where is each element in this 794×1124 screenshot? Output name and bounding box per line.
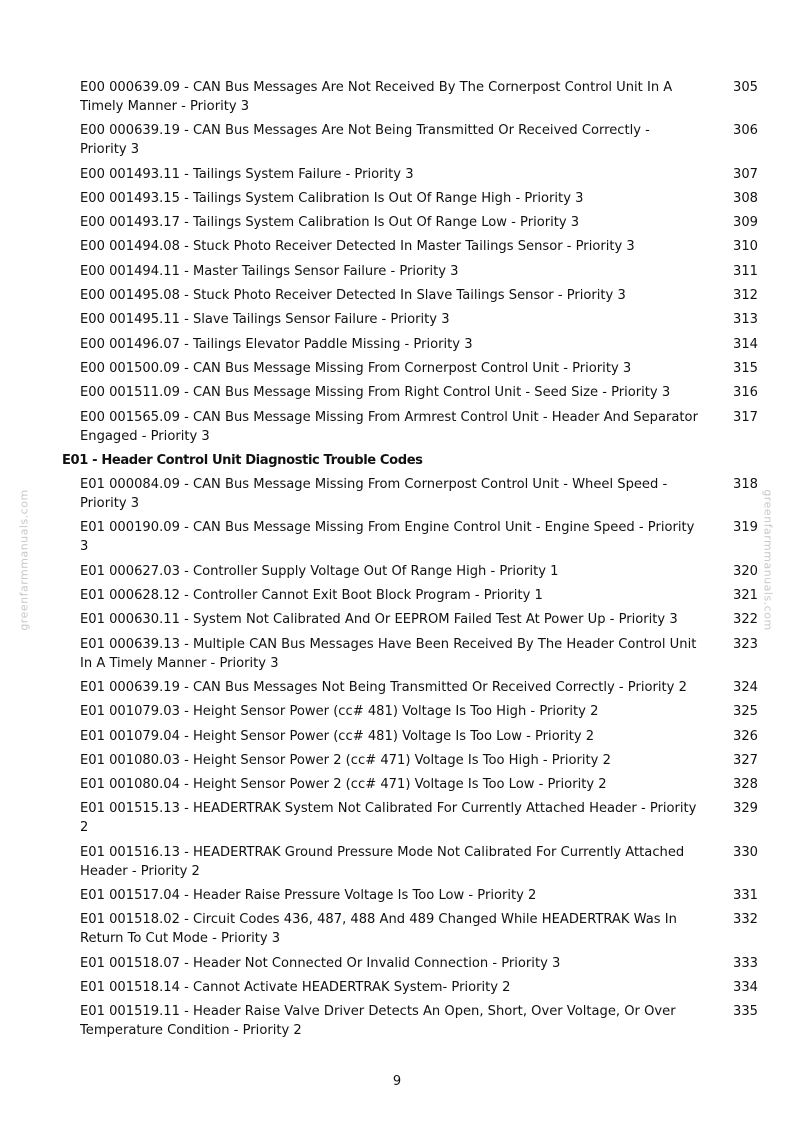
toc-entry-page: 323 [733, 636, 758, 652]
toc-entry-page: 322 [733, 612, 758, 628]
toc-entry-page: 314 [733, 336, 758, 352]
toc-entry[interactable] [62, 610, 762, 629]
toc-entry-page: 334 [733, 979, 758, 995]
toc-entry-title: E01 001518.02 - Circuit Codes 436, 487, 488 And 489 Changed While HEADERTRAK Was In Return To Cut Mode - Priority 3 [80, 912, 677, 947]
toc-section-e00 [62, 78, 762, 446]
toc-entry-title: E00 001493.17 - Tailings System Calibration Is Out Of Range Low - Priority 3 [80, 215, 580, 231]
toc-entry-title: E00 000639.19 - CAN Bus Messages Are Not Being Transmitted Or Received Correctly - Priority 3 [80, 123, 650, 158]
toc-entry-title: E01 001518.14 - Cannot Activate HEADERTRAK System- Priority 2 [80, 979, 511, 995]
toc-entry-page: 315 [733, 360, 758, 376]
toc-entry[interactable] [62, 359, 762, 378]
toc-entry-page: 333 [733, 955, 758, 971]
toc-entry-page: 316 [733, 385, 758, 401]
toc-entry[interactable] [62, 775, 762, 794]
toc-entry-page: 317 [733, 409, 758, 425]
toc-entry-title: E01 001516.13 - HEADERTRAK Ground Pressure Mode Not Calibrated For Currently Attached Header - Priority 2 [80, 844, 685, 879]
toc-entry-title: E01 001079.04 - Height Sensor Power (cc# 481) Voltage Is Too Low - Priority 2 [80, 728, 595, 744]
toc-entry-page: 331 [733, 888, 758, 904]
toc-entry-title: E00 001494.08 - Stuck Photo Receiver Detected In Master Tailings Sensor - Priority 3 [80, 239, 635, 255]
toc-entry-page: 312 [733, 288, 758, 304]
toc-entry-title: E00 001511.09 - CAN Bus Message Missing From Right Control Unit - Seed Size - Priority 3 [80, 385, 671, 401]
toc-entry-title: E00 001565.09 - CAN Bus Message Missing From Armrest Control Unit - Header And Separator Engaged - Priority 3 [80, 409, 698, 444]
page-number: 9 [392, 1074, 402, 1089]
toc-entry-title: E01 001518.07 - Header Not Connected Or Invalid Connection - Priority 3 [80, 955, 561, 971]
toc-entry-title: E01 000628.12 - Controller Cannot Exit Boot Block Program - Priority 1 [80, 588, 543, 604]
toc-entry[interactable] [62, 121, 762, 159]
toc-entry-page: 328 [733, 777, 758, 793]
toc-entry-page: 308 [733, 190, 758, 206]
toc-entry-page: 324 [733, 679, 758, 695]
toc-entry[interactable] [62, 586, 762, 605]
toc-entry-title: E01 001515.13 - HEADERTRAK System Not Calibrated For Currently Attached Header - Priority 2 [80, 801, 697, 836]
toc-entry[interactable] [62, 262, 762, 281]
toc-entry-title: E01 000084.09 - CAN Bus Message Missing From Cornerpost Control Unit - Wheel Speed - Priority 3 [80, 477, 668, 512]
toc-entry-title: E01 000639.19 - CAN Bus Messages Not Being Transmitted Or Received Correctly - Priority 2 [80, 679, 687, 695]
toc-entry-title: E00 001494.11 - Master Tailings Sensor Failure - Priority 3 [80, 263, 459, 279]
toc-entry-title: E01 000627.03 - Controller Supply Voltage Out Of Range High - Priority 1 [80, 563, 559, 579]
toc-entry[interactable] [62, 518, 762, 556]
toc-entry[interactable] [62, 189, 762, 208]
toc-entry[interactable] [62, 165, 762, 184]
toc-entry-page: 313 [733, 312, 758, 328]
toc-entry-title: E00 000639.09 - CAN Bus Messages Are Not Received By The Cornerpost Control Unit In A Timely Manner - Priority 3 [80, 80, 673, 114]
toc-entry-page: 305 [733, 80, 758, 95]
toc-section-e01 [62, 475, 762, 1040]
toc-entry-title: E01 000639.13 - Multiple CAN Bus Messages Have Been Received By The Header Control Unit In A Timely Manner - Priority 3 [80, 636, 697, 671]
toc-entry[interactable] [62, 843, 762, 881]
toc-entry-title: E00 001495.11 - Slave Tailings Sensor Failure - Priority 3 [80, 312, 450, 328]
toc-entry-title: E00 001493.11 - Tailings System Failure - Priority 3 [80, 166, 414, 182]
toc-entry-page: 332 [733, 912, 758, 928]
toc-entry[interactable] [62, 678, 762, 697]
toc-entry-page: 326 [733, 728, 758, 744]
toc-content [62, 78, 762, 1046]
toc-entry[interactable] [62, 237, 762, 256]
toc-entry[interactable] [62, 335, 762, 354]
toc-entry-title: E01 001519.11 - Header Raise Valve Driver Detects An Open, Short, Over Voltage, Or Over Temperature Condition - Priority 2 [80, 1004, 676, 1039]
toc-entry-title: E00 001493.15 - Tailings System Calibration Is Out Of Range High - Priority 3 [80, 190, 584, 206]
toc-entry[interactable] [62, 727, 762, 746]
toc-entry-page: 329 [733, 801, 758, 817]
toc-entry[interactable] [62, 562, 762, 581]
toc-entry-page: 330 [733, 844, 758, 860]
toc-entry-title: E01 001517.04 - Header Raise Pressure Voltage Is Too Low - Priority 2 [80, 888, 537, 904]
toc-entry-page: 310 [733, 239, 758, 255]
toc-entry-page: 307 [733, 166, 758, 182]
toc-entry-page: 306 [733, 123, 758, 139]
toc-entry-page: 335 [733, 1004, 758, 1020]
toc-entry-page: 327 [733, 752, 758, 768]
toc-entry[interactable] [62, 310, 762, 329]
toc-entry[interactable] [62, 475, 762, 513]
toc-entry-title: E01 001080.04 - Height Sensor Power 2 (cc# 471) Voltage Is Too Low - Priority 2 [80, 777, 607, 793]
toc-entry[interactable] [62, 286, 762, 305]
toc-entry-title: E01 001079.03 - Height Sensor Power (cc# 481) Voltage Is Too High - Priority 2 [80, 704, 599, 720]
toc-entry-title: E00 001496.07 - Tailings Elevator Paddle Missing - Priority 3 [80, 336, 473, 352]
toc-entry[interactable] [62, 954, 762, 973]
toc-entry-page: 309 [733, 215, 758, 231]
toc-entry[interactable] [62, 751, 762, 770]
toc-entry[interactable] [62, 1002, 762, 1040]
toc-entry[interactable] [62, 408, 762, 446]
toc-entry-title: E01 000630.11 - System Not Calibrated And Or EEPROM Failed Test At Power Up - Priority 3 [80, 612, 678, 628]
toc-entry[interactable] [62, 886, 762, 905]
toc-entry-page: 325 [733, 704, 758, 720]
toc-entry-title: E01 000190.09 - CAN Bus Message Missing From Engine Control Unit - Engine Speed - Priority 3 [80, 520, 695, 555]
toc-entry-page: 318 [733, 477, 758, 493]
toc-entry[interactable] [62, 799, 762, 837]
toc-entry-title: E00 001500.09 - CAN Bus Message Missing From Cornerpost Control Unit - Priority 3 [80, 360, 632, 376]
toc-entry-title: E01 001080.03 - Height Sensor Power 2 (cc# 471) Voltage Is Too High - Priority 2 [80, 752, 611, 768]
toc-entry[interactable] [62, 635, 762, 673]
toc-entry[interactable] [62, 978, 762, 997]
toc-entry-page: 321 [733, 588, 758, 604]
toc-entry[interactable] [62, 702, 762, 721]
toc-entry[interactable] [62, 78, 762, 116]
watermark-right: greenfarmmanuals.com [761, 489, 775, 631]
watermark-left: greenfarmmanuals.com [17, 489, 31, 631]
toc-entry[interactable] [62, 213, 762, 232]
toc-entry[interactable] [62, 383, 762, 402]
toc-entry-page: 319 [733, 520, 758, 536]
toc-entry-page: 311 [733, 263, 758, 279]
section-heading-e01: E01 - Header Control Unit Diagnostic Trouble Codes [62, 452, 423, 468]
toc-entry[interactable] [62, 910, 762, 948]
toc-entry-page: 320 [733, 563, 758, 579]
toc-entry-title: E00 001495.08 - Stuck Photo Receiver Detected In Slave Tailings Sensor - Priority 3 [80, 288, 626, 304]
